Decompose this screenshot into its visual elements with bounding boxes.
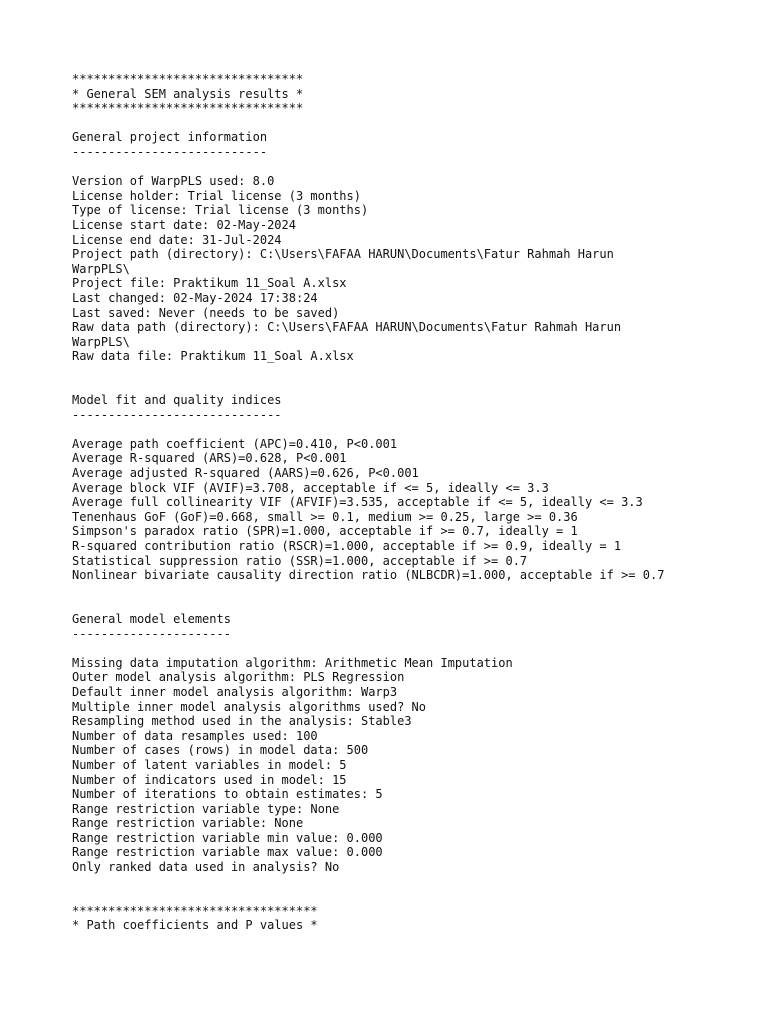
fit-index-line: Average path coefficient (APC)=0.410, P<0.001	[72, 436, 398, 451]
blank-line	[72, 422, 752, 437]
element-line: Range restriction variable type: None	[72, 801, 340, 816]
section-border: ********************************	[72, 101, 304, 116]
element-line: Number of indicators used in model: 15	[72, 772, 347, 787]
element-line: Number of latent variables in model: 5	[72, 757, 347, 772]
fit-index-line: Nonlinear bivariate causality direction ratio (NLBCDR)=1.000, acceptable if >= 0.7	[72, 568, 665, 583]
info-line: Raw data file: Praktikum 11_Soal A.xlsx	[72, 349, 354, 364]
fit-index-line: Tenenhaus GoF (GoF)=0.668, small >= 0.1, medium >= 0.25, large >= 0.36	[72, 509, 578, 524]
info-line: Last saved: Never (needs to be saved)	[72, 305, 340, 320]
fit-index-line: Average full collinearity VIF (AFVIF)=3.535, acceptable if <= 5, ideally <= 3.3	[72, 495, 643, 510]
element-line: Range restriction variable max value: 0.000	[72, 845, 383, 860]
blank-line	[72, 875, 752, 890]
info-line: Raw data path (directory): C:\Users\FAFAA HARUN\Documents\Fatur Rahmah Harun	[72, 320, 622, 335]
project-info-heading: General project information	[72, 130, 268, 145]
fit-index-line: Simpson's paradox ratio (SPR)=1.000, acceptable if >= 0.7, ideally = 1	[72, 524, 578, 539]
fit-index-line: Statistical suppression ratio (SSR)=1.000, acceptable if >= 0.7	[72, 553, 528, 568]
element-line: Number of data resamples used: 100	[72, 728, 318, 743]
element-line: Resampling method used in the analysis: Stable3	[72, 714, 412, 729]
blank-line	[72, 889, 752, 904]
blank-line	[72, 641, 752, 656]
heading-underline: ---------------------------	[72, 144, 268, 159]
info-line: Version of WarpPLS used: 8.0	[72, 174, 275, 189]
element-line: Default inner model analysis algorithm: Warp3	[72, 684, 398, 699]
model-elements-lines	[72, 656, 752, 875]
info-line: WarpPLS\	[72, 261, 130, 276]
element-line: Range restriction variable: None	[72, 816, 304, 831]
fit-index-line: Average R-squared (ARS)=0.628, P<0.001	[72, 451, 347, 466]
heading-underline: ----------------------	[72, 626, 231, 641]
blank-line	[72, 597, 752, 612]
info-line: Type of license: Trial license (3 months)	[72, 203, 369, 218]
element-line: Only ranked data used in analysis? No	[72, 860, 340, 875]
info-line: License end date: 31-Jul-2024	[72, 232, 282, 247]
section-border: ********************************	[72, 72, 304, 86]
project-info-lines	[72, 174, 752, 364]
report-title: * General SEM analysis results *	[72, 86, 304, 101]
fit-index-line: R-squared contribution ratio (RSCR)=1.000, acceptable if >= 0.9, ideally = 1	[72, 539, 622, 553]
model-fit-lines	[72, 437, 752, 583]
blank-line	[72, 160, 752, 175]
element-line: Number of cases (rows) in model data: 500	[72, 743, 369, 758]
info-line: Project path (directory): C:\Users\FAFAA HARUN\Documents\Fatur Rahmah Harun	[72, 247, 614, 262]
element-line: Range restriction variable min value: 0.000	[72, 830, 383, 845]
element-line: Multiple inner model analysis algorithms used? No	[72, 699, 427, 714]
element-line: Outer model analysis algorithm: PLS Regression	[72, 670, 405, 685]
blank-line	[72, 583, 752, 598]
info-line: License start date: 02-May-2024	[72, 217, 296, 232]
blank-line	[72, 364, 752, 379]
blank-line	[72, 378, 752, 393]
fit-index-line: Average block VIF (AVIF)=3.708, acceptable if <= 5, ideally <= 3.3	[72, 480, 549, 495]
element-line: Missing data imputation algorithm: Arithmetic Mean Imputation	[72, 655, 513, 670]
heading-underline: -----------------------------	[72, 407, 282, 422]
element-line: Number of iterations to obtain estimates: 5	[72, 787, 383, 802]
report-document	[72, 72, 752, 933]
info-line: Project file: Praktikum 11_Soal A.xlsx	[72, 276, 347, 291]
info-line: License holder: Trial license (3 months)	[72, 188, 361, 203]
model-elements-heading: General model elements	[72, 611, 231, 626]
model-fit-heading: Model fit and quality indices	[72, 393, 282, 408]
info-line: Last changed: 02-May-2024 17:38:24	[72, 290, 318, 305]
blank-line	[72, 116, 752, 131]
info-line: WarpPLS\	[72, 334, 130, 349]
fit-index-line: Average adjusted R-squared (AARS)=0.626, P<0.001	[72, 466, 419, 481]
path-coefficients-title: * Path coefficients and P values *	[72, 918, 318, 933]
section-border: **********************************	[72, 903, 318, 918]
